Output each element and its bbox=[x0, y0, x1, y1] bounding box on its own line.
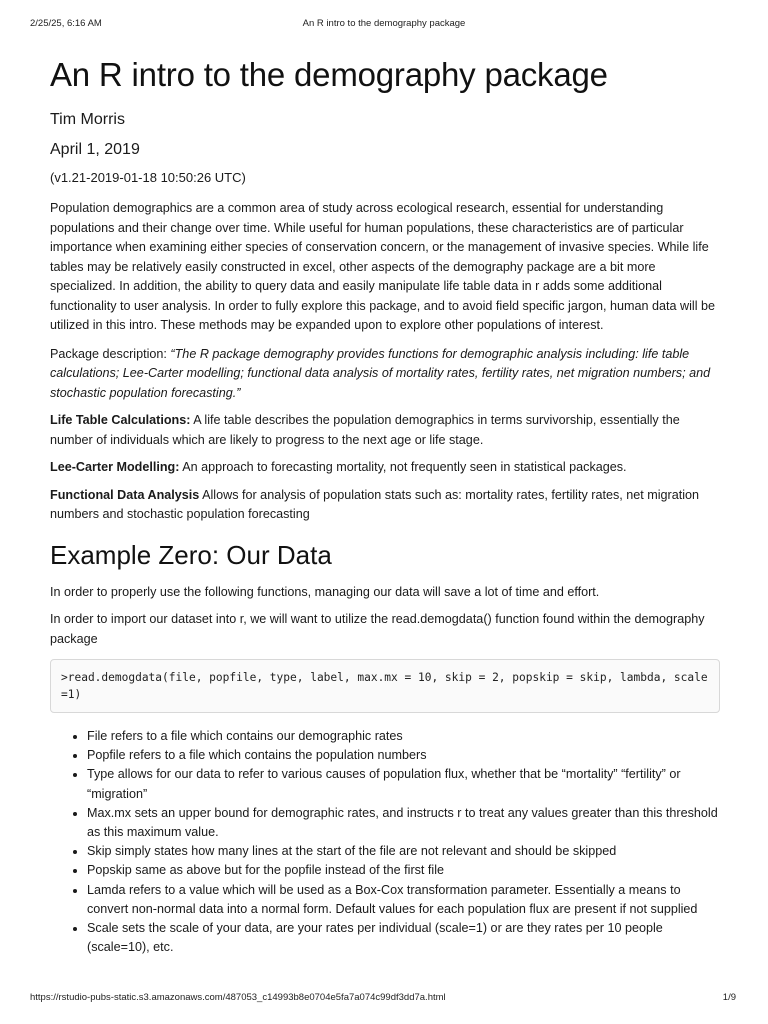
print-timestamp: 2/25/25, 6:16 AM bbox=[30, 18, 102, 29]
section-zero-para-2: In order to import our dataset into r, we will want to utilize the read.demogdata() function found within the demography package bbox=[50, 612, 705, 646]
fda-text: Allows for analysis of population stats such as: mortality rates, fertility rates, net migration numbers and stochastic population forecasting bbox=[50, 487, 700, 521]
list-item: • Scale sets the scale of your data, are your rates per individual (scale=1) or are they rates per 10 people (scale=10), etc. bbox=[87, 919, 720, 957]
lee-carter-paragraph bbox=[50, 458, 720, 478]
list-item: • Type allows for our data to refer to various causes of population flux, whether that be “mortality” “fertility” or “migration” bbox=[87, 765, 720, 803]
author: Tim Morris bbox=[50, 111, 125, 128]
page-url[interactable]: https://rstudio-pubs-static.s3.amazonaws.com/487053_c14993b8e0704e5fa7a074c99df3dd7a.html bbox=[30, 992, 446, 1003]
life-table-label: Life Table Calculations: bbox=[50, 413, 191, 427]
publish-date: April 1, 2019 bbox=[50, 141, 140, 158]
section-zero-para-1: In order to properly use the following functions, managing our data will save a lot of time and effort. bbox=[50, 584, 600, 599]
fda-label: Functional Data Analysis bbox=[50, 487, 200, 502]
life-table-text: A life table describes the population demographics in terms survivorship, essentially the number of individuals which are likely to progress to the next age or life stage. bbox=[50, 413, 680, 447]
fda-paragraph bbox=[50, 486, 720, 525]
list-item: • Skip simply states how many lines at the start of the file are not relevant and should be skipped bbox=[87, 842, 720, 861]
version-string: (v1.21-2019-01-18 10:50:26 UTC) bbox=[50, 170, 246, 185]
print-footer bbox=[30, 992, 738, 1006]
list-item: • File refers to a file which contains our demographic rates bbox=[87, 727, 720, 746]
list-item: • Popskip same as above but for the popfile instead of the first file bbox=[87, 861, 720, 880]
intro-paragraph: Population demographics are a common area of study across ecological research, essential for understanding populations and their change over time. While useful for human populations, these characteristics are of particular importance when examining either species of conservation concern, or the management of invasive species. While life tables may be relatively easily constructed in excel, other aspects of the demography package are a bit more specialized. In addition, the ability to query data and easily manipulate life table data in r adds some additional functionality to user analysis. In order to fully explore this package, and to avoid field specific jargon, human data will be utilized in this intro. These methods may be expanded upon to explore other populations of interest. bbox=[50, 201, 716, 332]
parameter-list bbox=[50, 727, 720, 957]
package-description-quote: “The R package demography provides functions for demographic analysis including: life table calculations; Lee-Carter modelling; functional data analysis of mortality rates, fertility rates, net migration numbers; and stochastic population forecasting.” bbox=[50, 346, 711, 400]
lee-carter-text: An approach to forecasting mortality, not frequently seen in statistical packages. bbox=[179, 460, 627, 474]
list-item: • Max.mx sets an upper bound for demographic rates, and instructs r to treat any values greater than this threshold as this maximum value. bbox=[87, 804, 720, 842]
section-heading-example-zero: Example Zero: Our Data bbox=[50, 539, 332, 570]
package-description-label: Package description: bbox=[50, 346, 171, 361]
life-table-paragraph bbox=[50, 411, 720, 450]
lee-carter-label: Lee-Carter Modelling: bbox=[50, 460, 180, 474]
list-item: • Popfile refers to a file which contains the population numbers bbox=[87, 746, 720, 765]
package-description bbox=[50, 345, 720, 404]
document-body bbox=[50, 54, 720, 957]
code-block[interactable]: >read.demogdata(file, popfile, type, label, max.mx = 10, skip = 2, popskip = skip, lambda, scale =1) bbox=[50, 659, 720, 713]
page-number: 1/9 bbox=[722, 992, 736, 1003]
print-doc-title: An R intro to the demography package bbox=[302, 18, 466, 29]
print-header bbox=[30, 18, 738, 32]
document-title: An R intro to the demography package bbox=[50, 56, 608, 93]
list-item: • Lamda refers to a value which will be used as a Box-Cox transformation parameter. Essentially a means to convert non-normal data into a normal form. Default values for each population flux are present if not supplied bbox=[87, 881, 720, 919]
